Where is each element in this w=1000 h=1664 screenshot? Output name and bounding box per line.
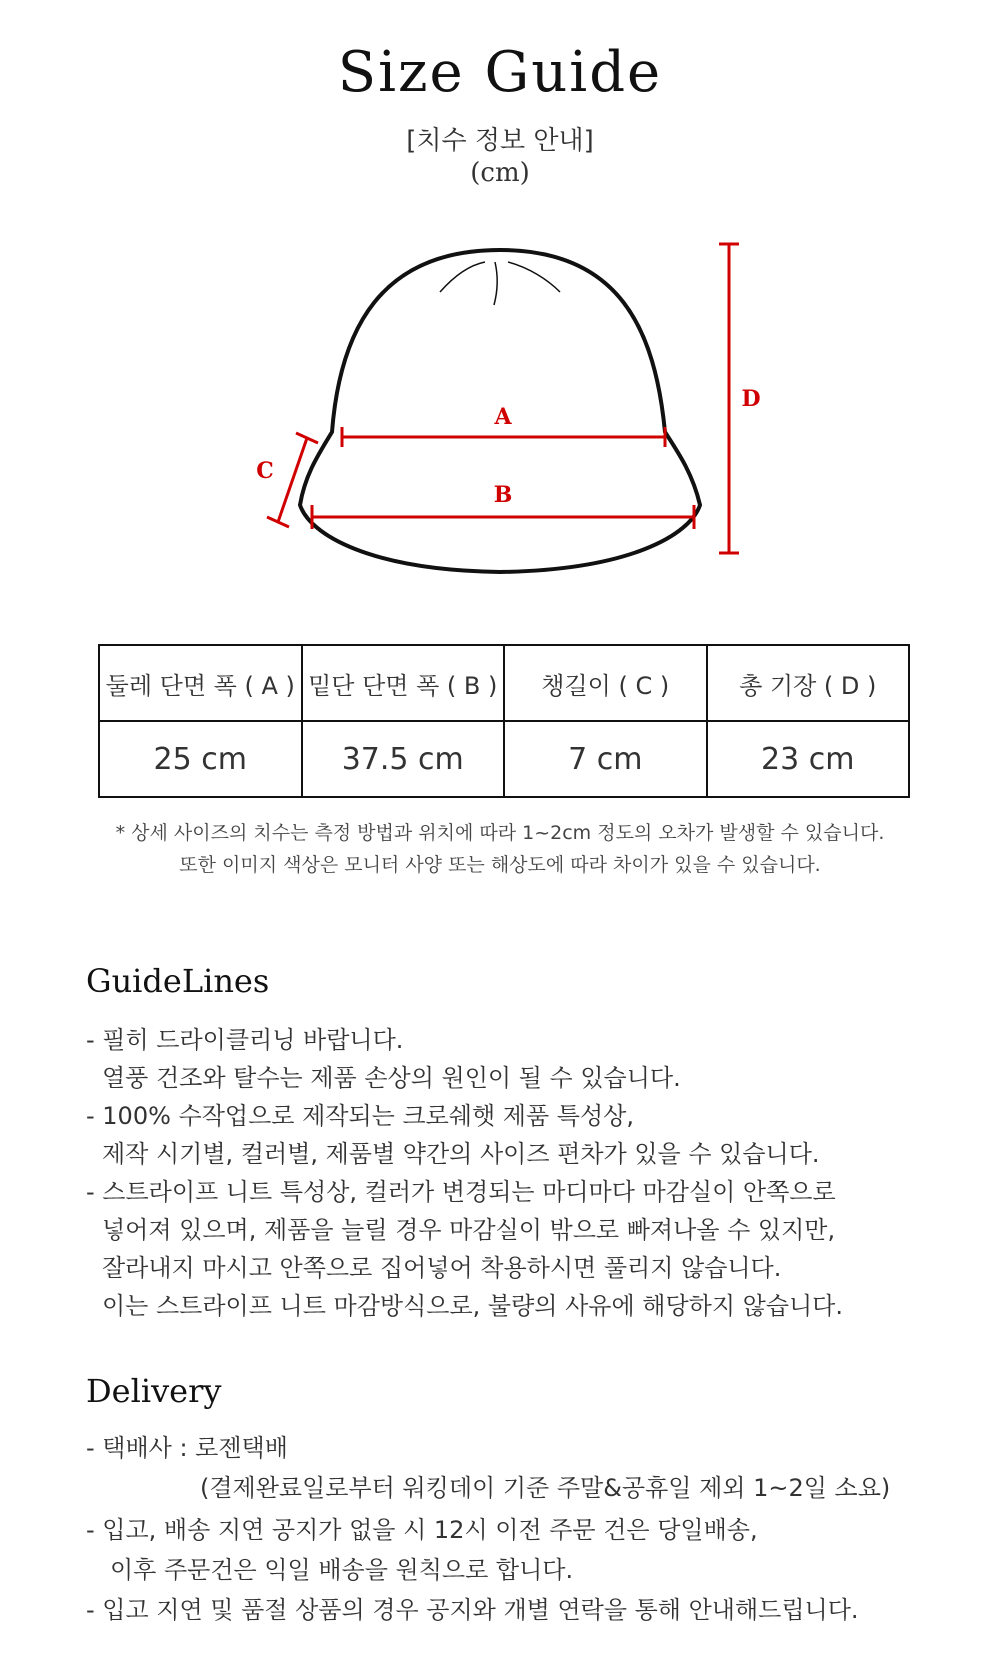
guideline-line: - 필히 드라이클리닝 바랍니다. (86, 1026, 404, 1054)
guideline-line: 잘라내지 마시고 안쪽으로 집어넣어 착용하시면 풀리지 않습니다. (102, 1254, 782, 1282)
header-b: 밑단 단면 폭 ( B ) (302, 645, 505, 721)
delivery-line: - 입고, 배송 지연 공지가 없을 시 12시 이전 주문 건은 당일배송, (86, 1516, 758, 1544)
unit-label: (cm) (470, 158, 530, 188)
delivery-heading: Delivery (86, 1372, 222, 1410)
crown-fold-mid (494, 262, 497, 305)
guidelines-heading: GuideLines (86, 962, 270, 1000)
page-title: Size Guide (337, 40, 663, 105)
header-d: 총 기장 ( D ) (707, 645, 910, 721)
value-b: 37.5 cm (302, 721, 505, 797)
page-subtitle: [치수 정보 안내] (406, 126, 594, 156)
value-c: 7 cm (504, 721, 707, 797)
measure-a-label: A (494, 404, 512, 430)
guideline-line: 이는 스트라이프 니트 마감방식으로, 불량의 사유에 해당하지 않습니다. (102, 1292, 843, 1320)
header-c: 챙길이 ( C ) (504, 645, 707, 721)
note-line-1: * 상세 사이즈의 치수는 측정 방법과 위치에 따라 1~2cm 정도의 오차가 발생할 수 있습니다. (115, 822, 885, 844)
header-a: 둘레 단면 폭 ( A ) (99, 645, 302, 721)
guideline-line: - 100% 수작업으로 제작되는 크로쉐햇 제품 특성상, (86, 1102, 634, 1130)
value-a: 25 cm (99, 721, 302, 797)
delivery-line: (결제완료일로부터 워킹데이 기준 주말&공휴일 제외 1~2일 소요) (200, 1474, 891, 1502)
measure-d-label: D (741, 386, 761, 412)
delivery-line: - 택배사 : 로젠택배 (86, 1434, 288, 1462)
crown-fold-left (440, 262, 485, 292)
table-header-row (99, 645, 909, 721)
measure-c-label: C (256, 458, 274, 484)
guideline-line: 넣어져 있으며, 제품을 늘릴 경우 마감실이 밖으로 빠져나올 수 있지만, (102, 1216, 836, 1244)
beanie-diagram (0, 0, 1000, 600)
table-row (99, 721, 909, 797)
guideline-line: 열풍 건조와 탈수는 제품 손상의 원인이 될 수 있습니다. (102, 1064, 681, 1092)
value-d: 23 cm (707, 721, 910, 797)
note-line-2: 또한 이미지 색상은 모니터 사양 또는 해상도에 따라 차이가 있을 수 있습니다. (179, 854, 821, 876)
crown-fold-right (508, 262, 560, 292)
delivery-line: - 입고 지연 및 품절 상품의 경우 공지와 개별 연락을 통해 안내해드립니다. (86, 1596, 859, 1624)
delivery-line: 이후 주문건은 익일 배송을 원칙으로 합니다. (110, 1556, 574, 1584)
guideline-line: - 스트라이프 니트 특성상, 컬러가 변경되는 마디마다 마감실이 안쪽으로 (86, 1178, 836, 1206)
guideline-line: 제작 시기별, 컬러별, 제품별 약간의 사이즈 편차가 있을 수 있습니다. (102, 1140, 820, 1168)
size-table (98, 644, 910, 798)
measure-b-label: B (493, 482, 513, 508)
